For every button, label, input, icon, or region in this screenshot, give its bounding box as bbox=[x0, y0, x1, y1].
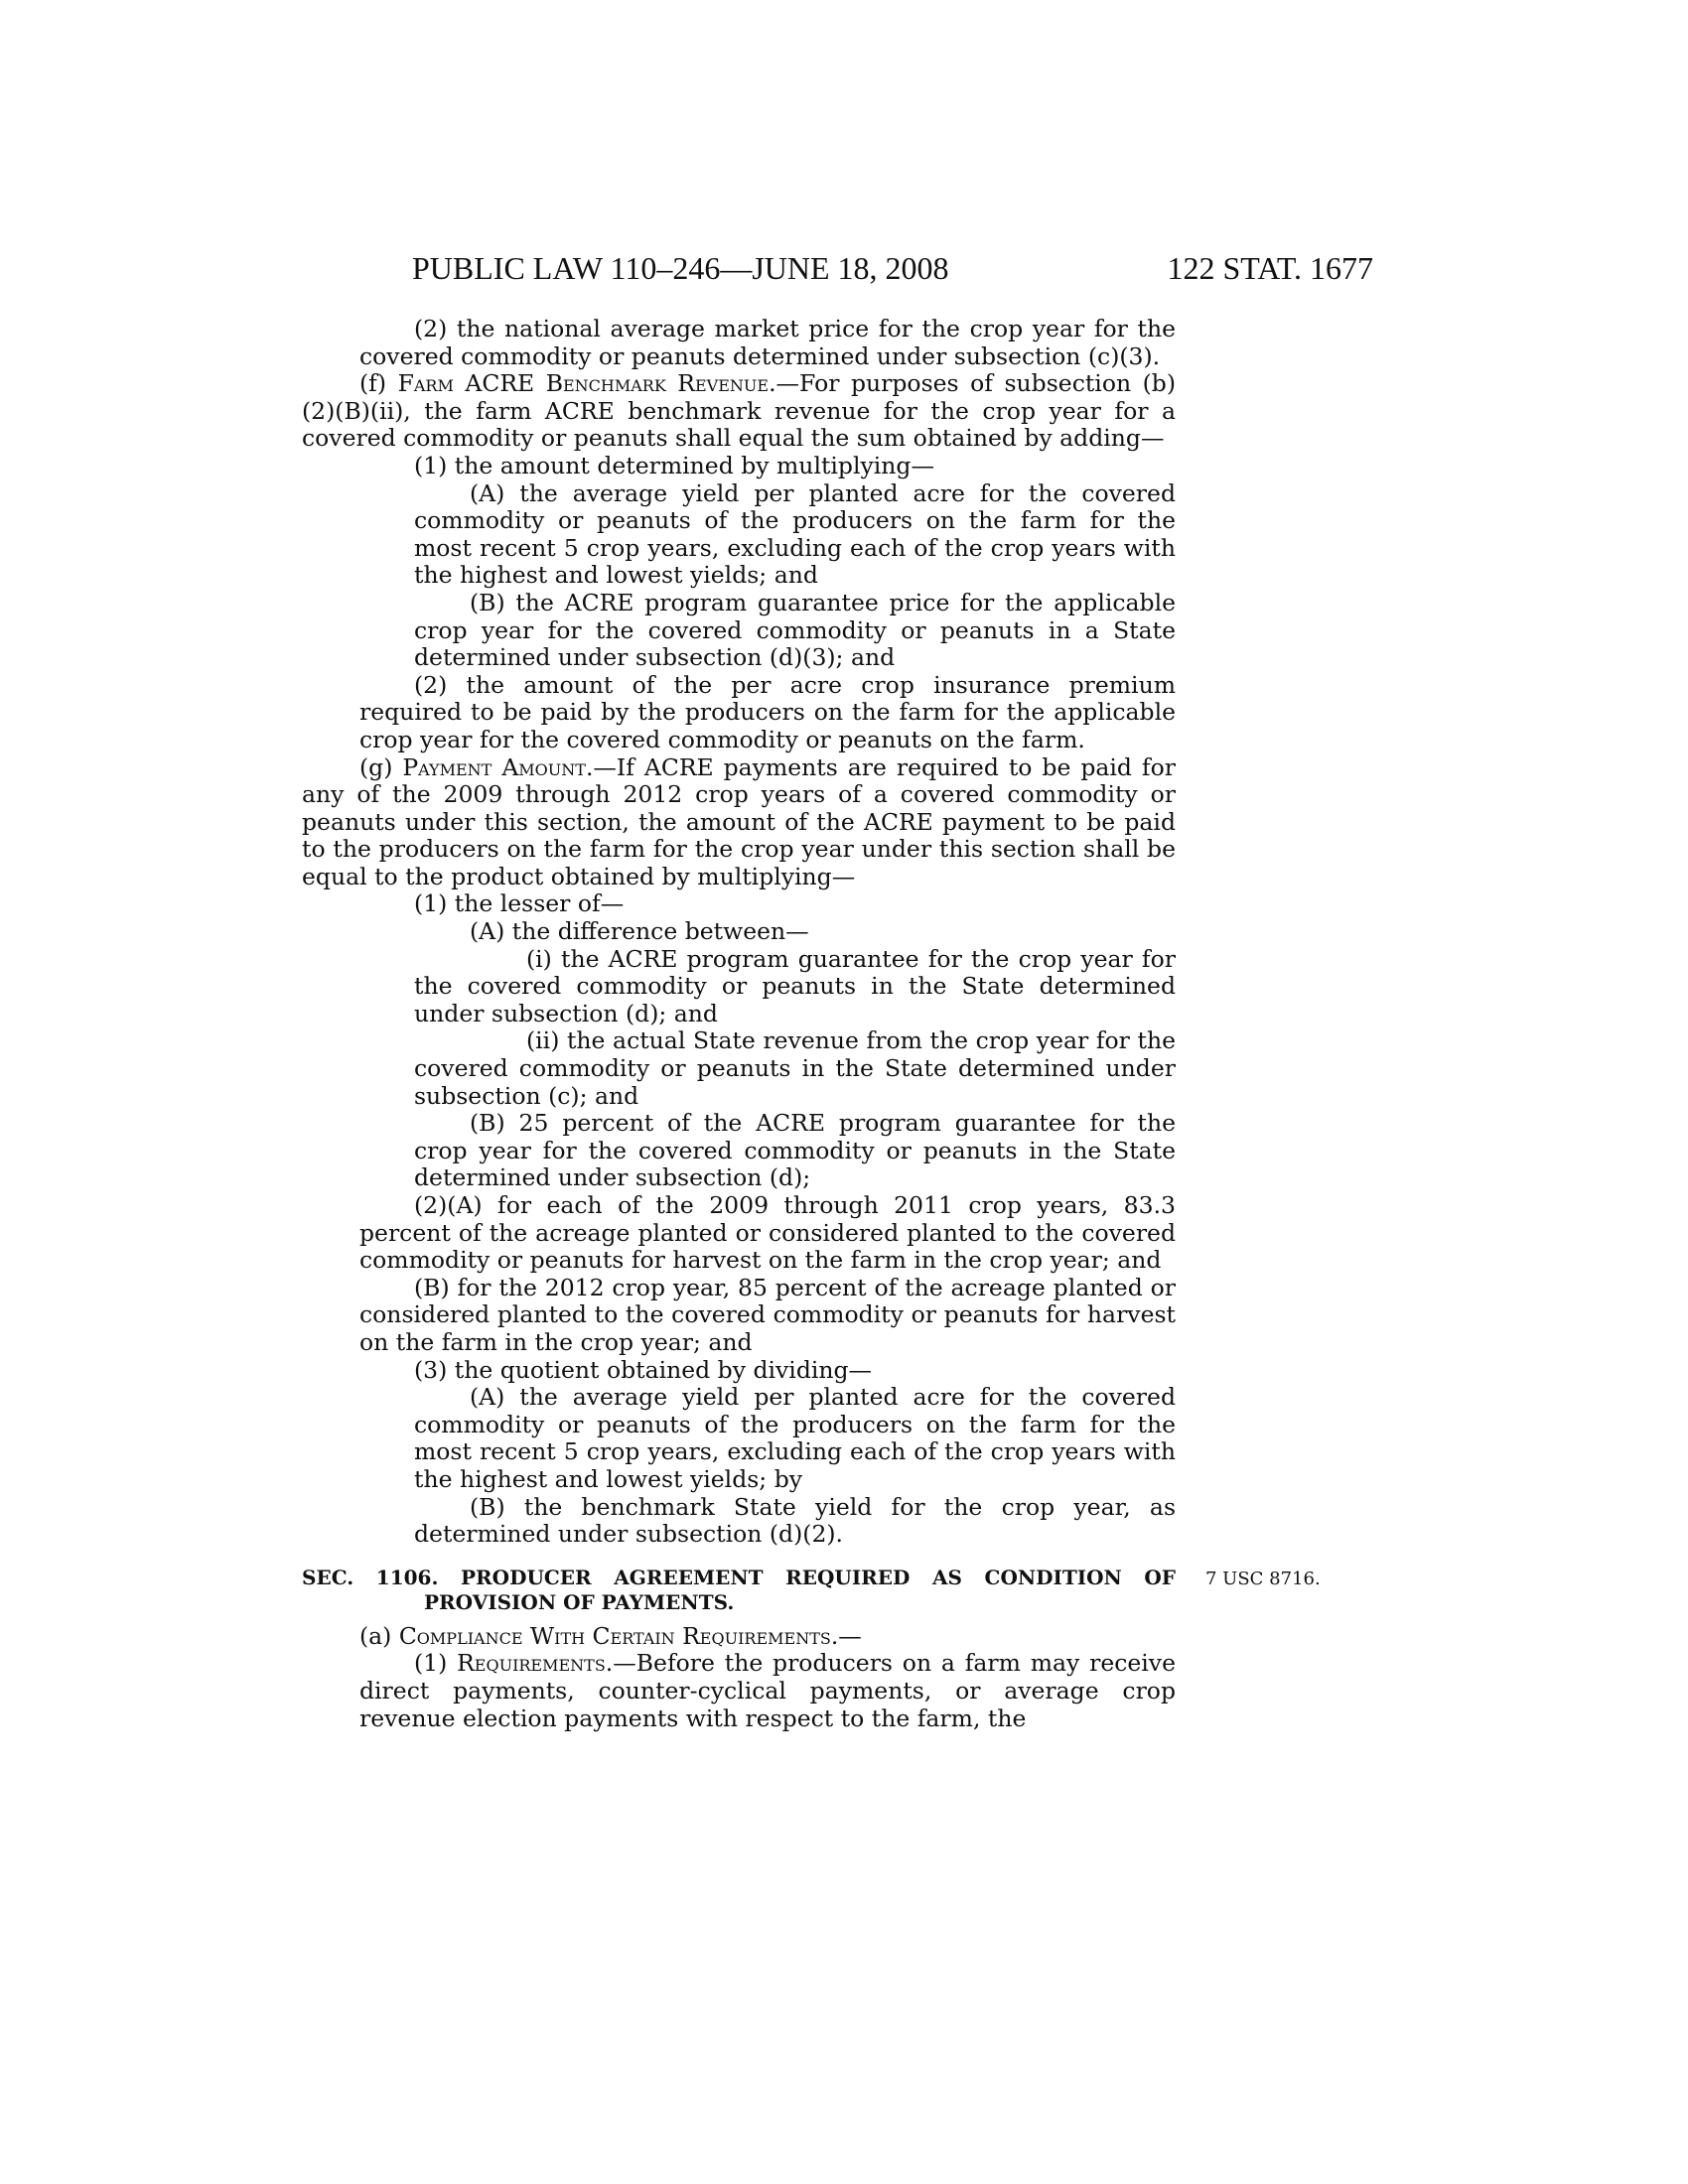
section-heading bbox=[302, 1565, 1321, 1615]
paragraph: (B) the benchmark State yield for the crop year, as determined under subsection (d)(2). bbox=[414, 1492, 1176, 1549]
paragraph: (ii) the actual State revenue from the crop year for the covered commodity or peanuts in the State determined under subsection (c); and bbox=[414, 1026, 1176, 1110]
paragraph-heading: Requirements. bbox=[457, 1649, 614, 1678]
paragraph-label: (a) bbox=[359, 1621, 399, 1650]
paragraph: (B) for the 2012 crop year, 85 percent of the acreage planted or considered planted to the covered commodity or peanuts for harvest on the farm in the crop year; and bbox=[359, 1273, 1176, 1356]
paragraph: (A) the difference between— bbox=[470, 917, 809, 946]
paragraph-heading: Farm ACRE Benchmark Revenue. bbox=[397, 369, 776, 398]
paragraph: (A) the average yield per planted acre for the covered commodity or peanuts of the producers on the farm for the most recent 5 crop years, excluding each of the crop years with the highest and lowest yields; and bbox=[414, 478, 1176, 590]
paragraph: (B) the ACRE program guarantee price for the applicable crop year for the covered commodity or peanuts in a State determined under subsection (d)(3); and bbox=[414, 588, 1176, 672]
paragraph-label: (g) bbox=[359, 752, 403, 781]
paragraph-heading: Compliance With Certain Requirements. bbox=[398, 1621, 839, 1650]
paragraph: (3) the quotient obtained by dividing— bbox=[414, 1355, 873, 1384]
paragraph-a1 bbox=[302, 1650, 1176, 1732]
paragraph: (2)(A) for each of the 2009 through 2011 crop years, 83.3 percent of the acreage planted or considered planted to the covered commodity or peanuts for harvest on the farm in the crop year; and bbox=[359, 1191, 1176, 1275]
paragraph: (2) the amount of the per acre crop insurance premium required to be paid by the producers on the farm for the applicable crop year for the covered commodity or peanuts on the farm. bbox=[359, 670, 1176, 753]
paragraph-text: —Before the producers on a farm may receive direct payments, counter-cyclical payments, or average crop revenue election payments with respect to the farm, the bbox=[359, 1649, 1176, 1732]
running-header bbox=[412, 248, 1373, 288]
paragraph-heading: Payment Amount. bbox=[402, 752, 594, 781]
paragraph: (i) the ACRE program guarantee for the crop year for the covered commodity or peanuts in the State determined under subsection (d); and bbox=[414, 944, 1176, 1027]
paragraph: (2) the national average market price for the crop year for the covered commodity or peanuts determined under subsection (c)(3). bbox=[359, 315, 1176, 370]
paragraph-text: — bbox=[838, 1621, 862, 1650]
section-heading-text: SEC. 1106. PRODUCER AGREEMENT REQUIRED AS CONDITION OF PROVISION OF PAYMENTS. bbox=[302, 1565, 1176, 1614]
paragraph-label: (1) bbox=[414, 1649, 458, 1678]
paragraph-g bbox=[302, 754, 1176, 891]
statute-page-number: 122 STAT. 1677 bbox=[1167, 250, 1373, 286]
paragraph-a bbox=[302, 1623, 1176, 1651]
paragraph-text: —If ACRE payments are required to be paid for any of the 2009 through 2012 crop years of a covered commodity or peanuts under this section, the amount of the ACRE payment to be paid to the producers on the farm for the crop year under this section shall be equal to the product obtained by multiplying— bbox=[302, 752, 1176, 890]
running-header-title: PUBLIC LAW 110–246—JUNE 18, 2008 bbox=[412, 250, 949, 286]
paragraph: (B) 25 percent of the ACRE program guarantee for the crop year for the covered commodity or peanuts in the State determined under subsection (d); bbox=[414, 1109, 1176, 1192]
paragraph: (A) the average yield per planted acre for the covered commodity or peanuts of the producers on the farm for the most recent 5 crop years, excluding each of the crop years with the highest and lowest yields; by bbox=[414, 1383, 1176, 1493]
paragraph: (1) the lesser of— bbox=[414, 889, 625, 918]
paragraph: (1) the amount determined by multiplying— bbox=[414, 451, 934, 479]
paragraph-label: (f) bbox=[359, 369, 398, 398]
margin-citation: 7 USC 8716. bbox=[1205, 1568, 1321, 1589]
document-body bbox=[302, 315, 1321, 1732]
paragraph-f bbox=[302, 370, 1176, 453]
paragraph-text: —For purposes of subsection (b)(2)(B)(ii), the farm ACRE benchmark revenue for the crop year for a covered commodity or peanuts shall equal the sum obtained by adding— bbox=[302, 369, 1176, 453]
